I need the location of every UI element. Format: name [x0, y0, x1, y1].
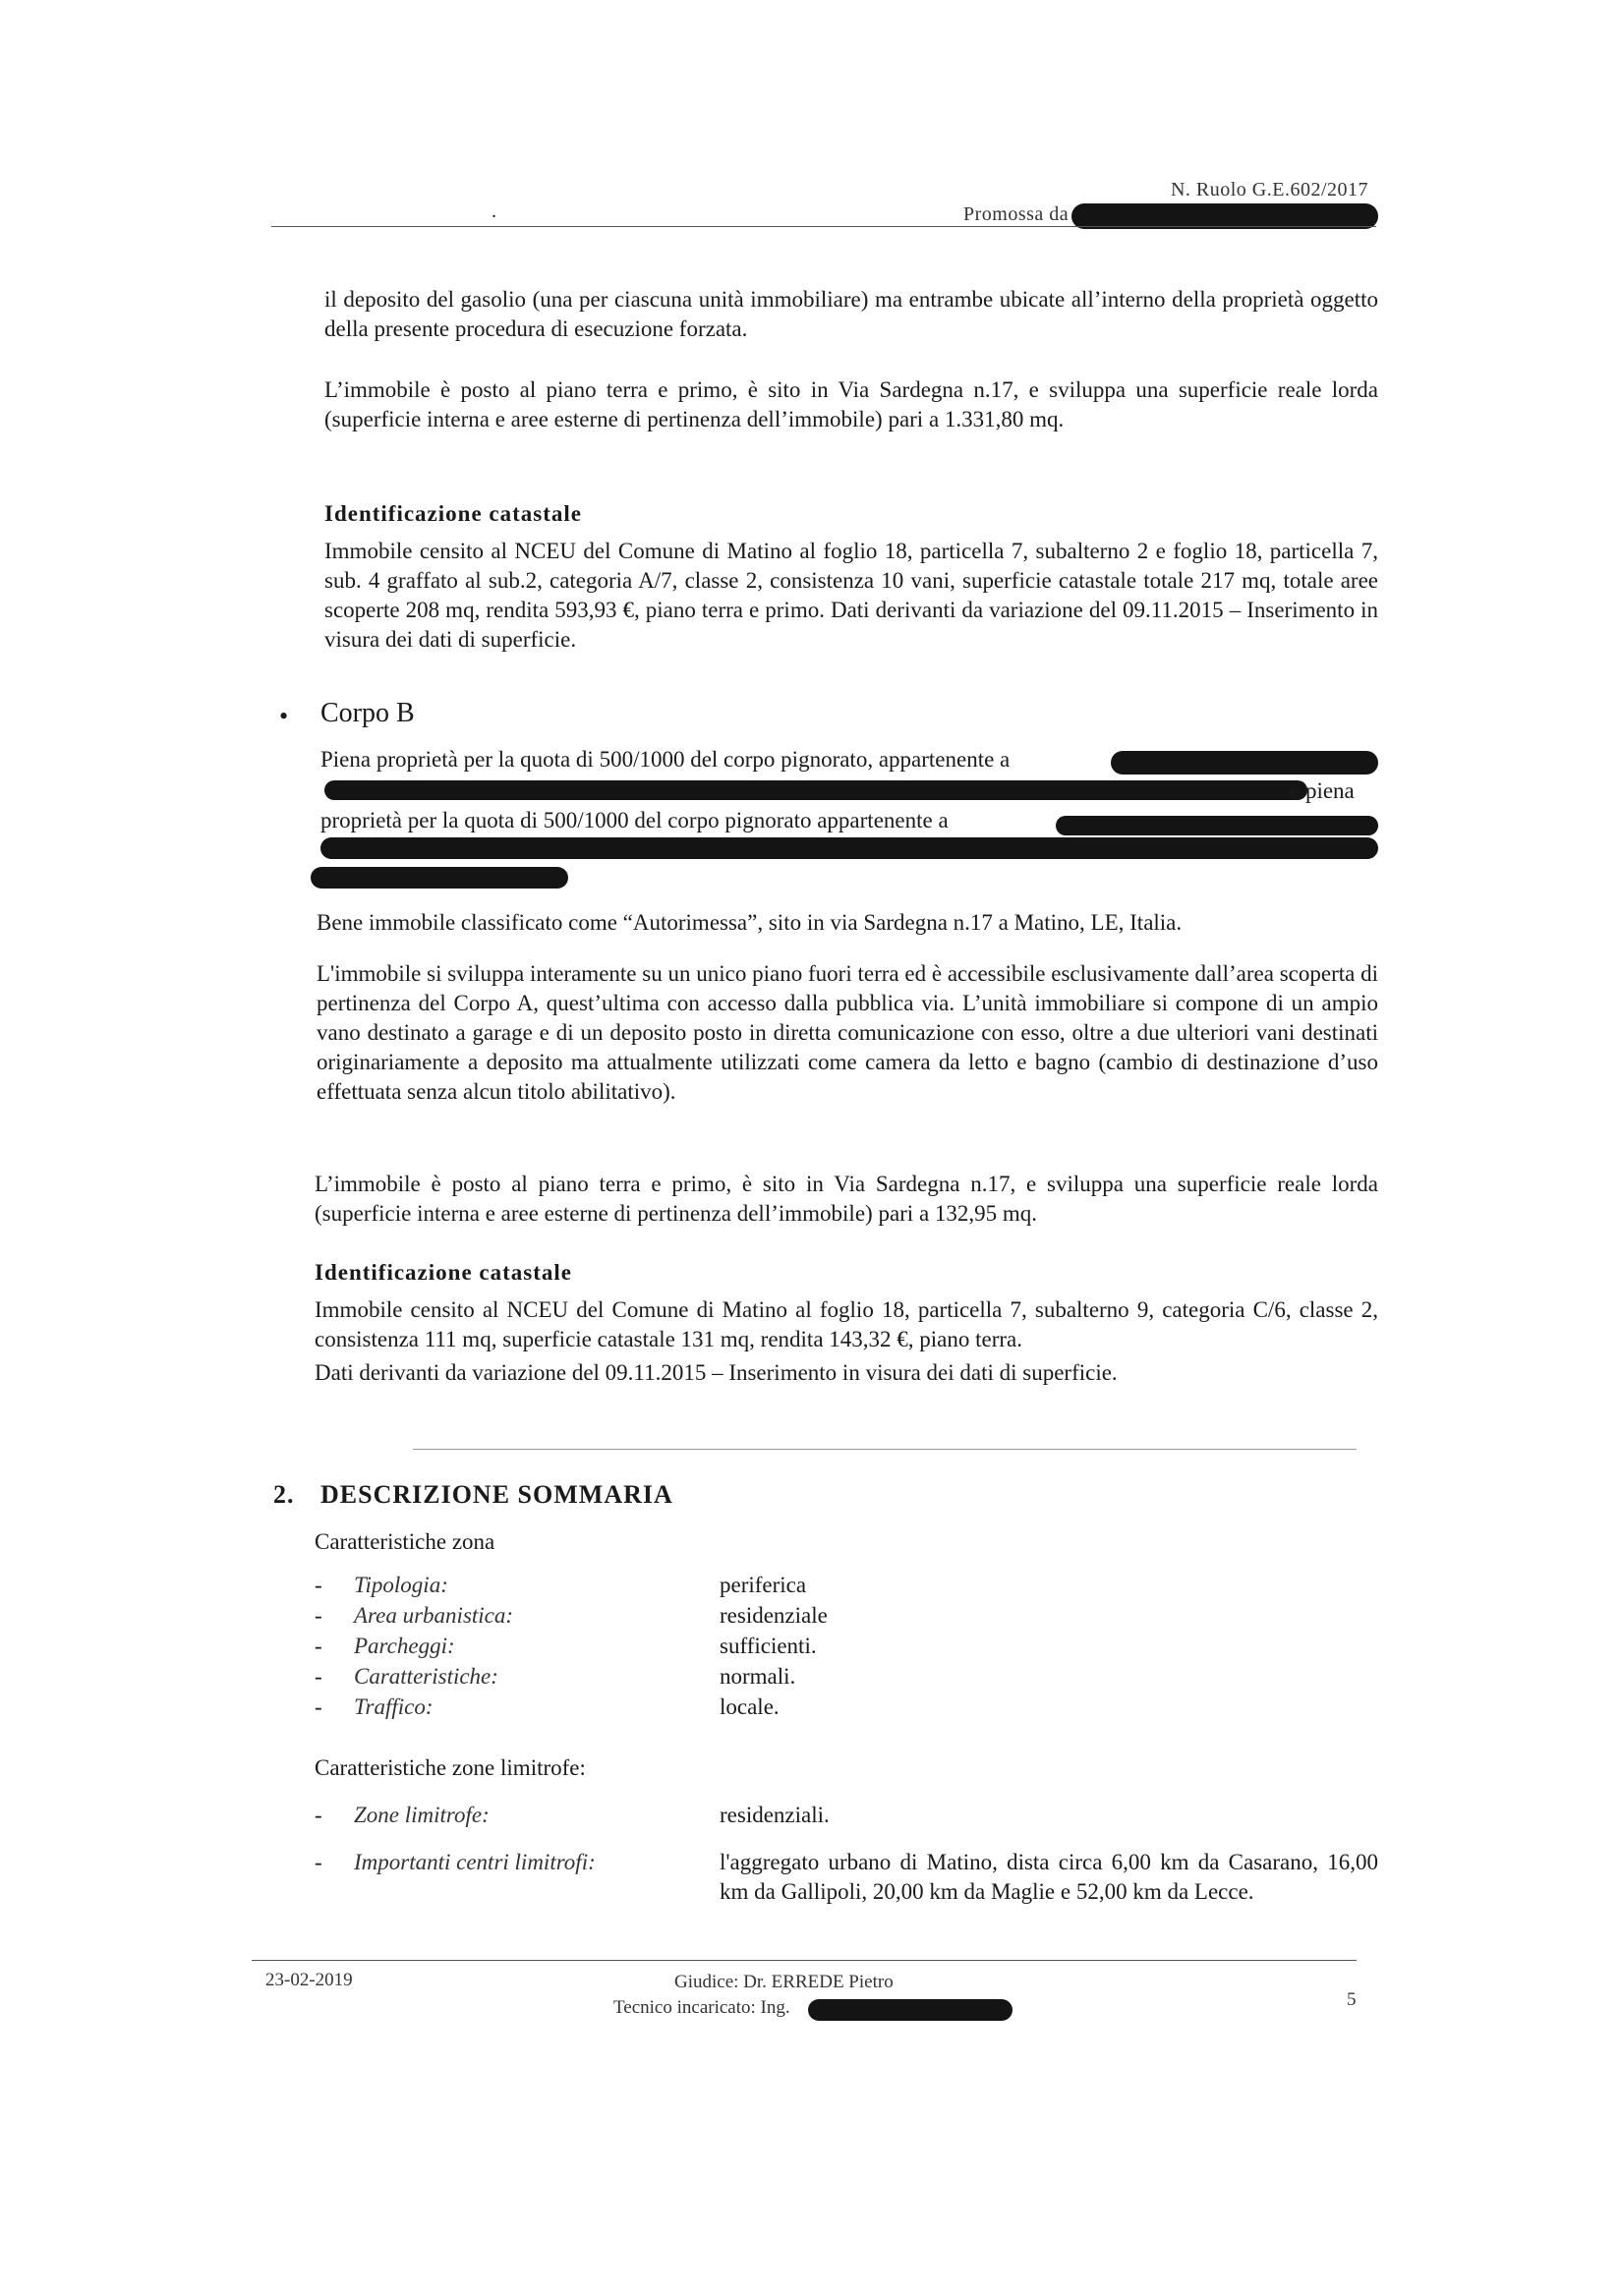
promoted-by-label: Promossa da	[963, 203, 1070, 225]
id-catastale-b-text: Immobile censito al NCEU del Comune di Matino al foglio 18, particella 7, subalterno 9, categoria C/6, classe 2, consistenza 111 mq, superficie catastale 131 mq, rendita 143,32 €, piano terra.	[315, 1297, 1378, 1351]
id-catastale-a-text: Immobile censito al NCEU del Comune di Matino al foglio 18, particella 7, subalterno 2 e foglio 18, particella 7, sub. 4 graffato al sub.2, categoria A/7, classe 2, consistenza 10 vani, superficie catastale totale 217 mq, totale aree scoperte 208 mq, rendita 593,93 €, piano terra e primo. Dati derivanti da variazione del 09.11.2015 – Inserimento in visura dei dati di superficie.	[324, 539, 1378, 652]
dash: -	[315, 1664, 322, 1689]
item-value: residenziali.	[720, 1803, 830, 1827]
item-label: Tipologia:	[354, 1573, 448, 1597]
intro-paragraph-2: L’immobile è posto al piano terra e primo, è sito in Via Sardegna n.17, e sviluppa una superficie reale lorda (superficie interna e aree esterne di pertinenza dell’immobile) pari a 1.331,80 mq.	[324, 377, 1378, 431]
item-label: Importanti centri limitrofi:	[354, 1850, 596, 1874]
item-value: locale.	[720, 1694, 780, 1719]
corpo-b-line-3: proprietà per la quota di 500/1000 del corpo pignorato appartenente a	[320, 808, 949, 832]
redaction-owner-2	[1056, 816, 1378, 835]
redaction-owner-1b	[324, 780, 1307, 800]
header-rule	[271, 226, 1376, 227]
dash: -	[315, 1634, 322, 1658]
item-value: sufficienti.	[720, 1634, 817, 1658]
zona-title: Caratteristiche zona	[315, 1529, 495, 1554]
item-label: Traffico:	[354, 1694, 434, 1719]
section-divider	[413, 1449, 1357, 1450]
item-value: periferica	[720, 1573, 807, 1597]
footer-tecnico: Tecnico incaricato: Ing.	[613, 1997, 790, 2018]
bullet-icon: •	[279, 702, 289, 730]
footer-rule	[252, 1960, 1357, 1961]
promoted-by	[963, 203, 1069, 226]
dash: -	[315, 1803, 322, 1827]
intro-paragraph-1: il deposito del gasolio (una per ciascuna unità immobiliare) ma entrambe ubicate all’interno della proprietà oggetto della presente procedura di esecuzione forzata.	[324, 287, 1378, 341]
corpo-b-title: Corpo B	[320, 698, 415, 728]
dash: -	[315, 1573, 322, 1597]
corpo-b-line-1: Piena proprietà per la quota di 500/1000 del corpo pignorato, appartenente a	[320, 747, 1011, 772]
dash: -	[315, 1694, 322, 1719]
item-value: normali.	[720, 1664, 796, 1689]
corpo-b-paragraph-1: L'immobile si sviluppa interamente su un unico piano fuori terra ed è accessibile esclusivamente dall’area scoperta di pertinenza del Corpo A, quest’ultima con accesso dalla pubblica via. L’unità immobiliare si compone di un ampio vano destinato a garage e di un deposito posto in diretta comunicazione con esso, oltre a due ulteriori vani destinati originariamente a deposito ma attualmente utilizzati come camera da letto e bagno (cambio di destinazione d’uso effettuata senza alcun titolo abilitativo).	[317, 961, 1378, 1104]
redaction-owner-2b	[320, 837, 1378, 859]
id-catastale-b-text-2: Dati derivanti da variazione del 09.11.2015 – Inserimento in visura dei dati di superficie.	[315, 1360, 1118, 1385]
item-value: residenziale	[720, 1603, 828, 1628]
item-label: Caratteristiche:	[354, 1664, 498, 1689]
header-dot: .	[492, 201, 496, 222]
footer-giudice: Giudice: Dr. ERREDE Pietro	[674, 1972, 894, 1992]
limitrofe-title: Caratteristiche zone limitrofe:	[315, 1755, 586, 1780]
page-number: 5	[1347, 1989, 1357, 2010]
redaction-owner-2c	[311, 867, 568, 889]
section-2-title: DESCRIZIONE SOMMARIA	[320, 1480, 673, 1509]
item-label: Zone limitrofe:	[354, 1803, 490, 1827]
corpo-b-paragraph-2: L’immobile è posto al piano terra e primo, è sito in Via Sardegna n.17, e sviluppa una superficie reale lorda (superficie interna e aree esterne di pertinenza dell’immobile) pari a 132,95 mq.	[315, 1172, 1378, 1226]
section-heading-id-catastale-a: Identificazione catastale	[324, 501, 582, 526]
section-heading-id-catastale-b: Identificazione catastale	[315, 1260, 572, 1285]
footer-date: 23-02-2019	[265, 1970, 353, 1990]
case-number: N. Ruolo G.E.602/2017	[1170, 179, 1368, 201]
corpo-b-line-2-end: e piena	[1290, 778, 1355, 803]
redaction-tecnico	[808, 1999, 1012, 2021]
item-label: Area urbanistica:	[354, 1603, 514, 1628]
item-value: l'aggregato urbano di Matino, dista circa 6,00 km da Casarano, 16,00 km da Gallipoli, 20,00 km da Maglie e 52,00 km da Lecce.	[720, 1850, 1378, 1904]
item-label: Parcheggi:	[354, 1634, 455, 1658]
dash: -	[315, 1603, 322, 1628]
redaction-owner-1	[1111, 751, 1378, 775]
dash: -	[315, 1850, 322, 1874]
section-2-number: 2.	[273, 1480, 295, 1509]
corpo-b-bene: Bene immobile classificato come “Autorimessa”, sito in via Sardegna n.17 a Matino, LE, Italia.	[317, 910, 1183, 935]
